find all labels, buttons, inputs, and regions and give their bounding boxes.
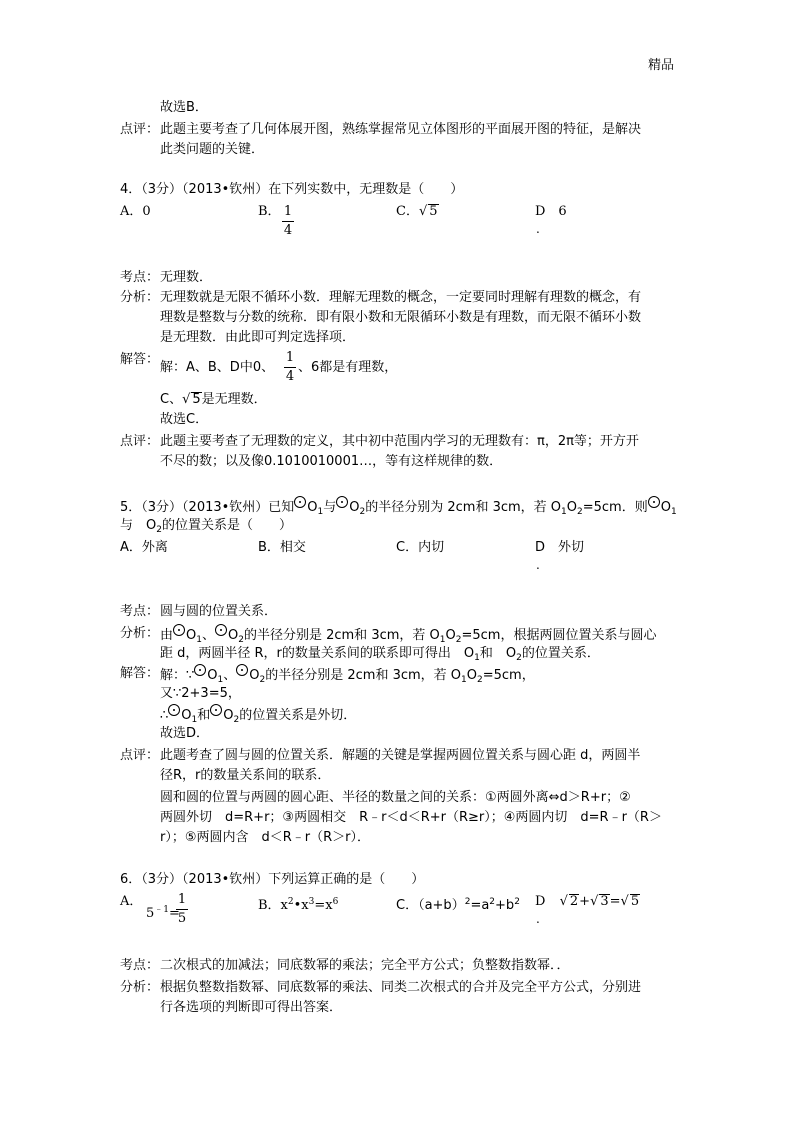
text: =a bbox=[470, 898, 490, 913]
q4-dianping-label: 点评： bbox=[120, 434, 160, 449]
text: +b bbox=[495, 898, 515, 913]
q6-option-c: C．$(a+b)^2=a^2+b^2$ bbox=[396, 897, 520, 913]
option-c-label: C． bbox=[396, 204, 419, 219]
q6-option-b: B．$x^2•x^3=x^6$ bbox=[258, 897, 339, 913]
sqrt-icon: √ bbox=[418, 204, 428, 219]
circle-dot-icon bbox=[236, 664, 248, 676]
page-mark: 精品 bbox=[648, 58, 675, 73]
equals: = bbox=[169, 906, 180, 921]
q5-dianping-line: 圆和圆的位置与两圆的圆心距、半径的数量之间的关系：①两圆外离⇔d＞R+r；② bbox=[160, 790, 631, 805]
text: 和 O bbox=[479, 646, 517, 661]
q4-option-b: B． bbox=[258, 204, 281, 219]
q5-option-c: C．内切 bbox=[396, 540, 445, 555]
text: =5cm，根据两圆位置关系与圆心 bbox=[461, 628, 657, 643]
text: 是无理数． bbox=[201, 392, 267, 407]
text: 与 O bbox=[120, 518, 157, 533]
q5-dianping-line: r）；⑤两圆内含 d＜R﹣r（R＞r）． bbox=[160, 830, 371, 845]
exponent: ﹣1 bbox=[154, 905, 170, 915]
circle-dot-icon bbox=[194, 664, 206, 676]
q5-jieda-line: 解：∵ $O_1$、 $O_2$的半径分别是 2cm和 3cm，若 $O_1O_2=5cm$， bbox=[160, 664, 535, 690]
circle-dot-icon bbox=[294, 496, 306, 508]
circle-dot-icon bbox=[336, 496, 348, 508]
q6-option-a bbox=[120, 892, 142, 912]
q4-option-a: A．0 bbox=[120, 204, 151, 219]
text: 和 bbox=[197, 708, 211, 723]
q4-jieda-fraction bbox=[284, 350, 296, 385]
q5-jieda-label: 解答： bbox=[120, 666, 160, 681]
radicand: 5 bbox=[630, 894, 640, 909]
circle-dot-icon bbox=[215, 624, 227, 636]
q4-jieda-line: 、6都是有理数， bbox=[298, 360, 398, 375]
text: 距 d，两圆半径 R，r的数量关系间的联系即可得出 O bbox=[160, 646, 475, 661]
q6-option-a-expr bbox=[146, 900, 180, 924]
q4-jieda-line: 故选C． bbox=[160, 412, 209, 427]
q6-option-a-fraction bbox=[176, 892, 188, 927]
q5-option-b: B．相交 bbox=[258, 540, 306, 555]
radicand: 5 bbox=[192, 392, 201, 407]
q4-jieda-label: 解答： bbox=[120, 352, 160, 367]
q5-dianping-line: 此题考查了圆与圆的位置关系．解题的关键是掌握两圆位置关系与圆心距 d，两圆半 bbox=[160, 748, 641, 763]
sqrt-icon: √ bbox=[182, 392, 191, 407]
q4-fenxi-line: 无理数就是无限不循环小数．理解无理数的概念，一定要同时理解有理数的概念，有 bbox=[160, 290, 642, 305]
text: 的半径分别为 2cm和 3cm，若 O bbox=[365, 500, 562, 515]
text: 5．（3分）（2013•钦州）已知 bbox=[120, 500, 295, 515]
denominator: 5 bbox=[177, 911, 187, 926]
text: 的半径分别是 2cm和 3cm，若 O bbox=[243, 628, 440, 643]
numerator: 1 bbox=[285, 350, 295, 365]
sqrt-icon: √ bbox=[559, 894, 568, 909]
q3-comment-label: 点评： bbox=[120, 122, 160, 137]
q4-kaodian: 无理数． bbox=[160, 270, 213, 285]
q4-option-c bbox=[396, 202, 439, 222]
circle-dot-icon bbox=[168, 704, 180, 716]
q4-jieda-line: 解：A、B、D中0、 bbox=[160, 360, 275, 375]
q4-dianping-line: 此题主要考查了无理数的定义，其中初中范围内学习的无理数有：π，2π等；开方开 bbox=[160, 434, 639, 449]
q6-stem: 6．（3分）（2013•钦州）下列运算正确的是（ ） bbox=[120, 872, 425, 887]
q4-fenxi-line: 是无理数．由此即可判定选择项． bbox=[160, 330, 356, 345]
q6-fenxi-line: 根据负整数指数幂、同底数幂的乘法、同类二次根式的合并及完全平方公式，分别进 bbox=[160, 980, 642, 995]
q4-fenxi-label: 分析： bbox=[120, 290, 160, 305]
punct-dot: . bbox=[536, 558, 540, 572]
circle-dot-icon bbox=[210, 704, 222, 716]
sqrt-icon: √ bbox=[620, 894, 629, 909]
radicand: 2 bbox=[569, 894, 579, 909]
radicand: 5 bbox=[429, 204, 438, 219]
q5-stem-line2: 与 $O_2$的位置关系是（ ） bbox=[120, 518, 292, 535]
q5-fenxi-label: 分析： bbox=[120, 626, 160, 641]
q4-dianping-line: 不尽的数；以及像0.1010010001…，等有这样规律的数． bbox=[160, 454, 503, 469]
numerator: 1 bbox=[283, 204, 293, 219]
text: C．（a+b） bbox=[396, 898, 465, 913]
text: =5cm， bbox=[482, 668, 535, 683]
text: B．x bbox=[258, 898, 288, 913]
option-a-label: A． bbox=[120, 894, 143, 909]
option-d-label: D bbox=[535, 894, 546, 909]
q6-option-d: D √ 2+√ 3=√ 5 bbox=[535, 894, 640, 909]
q5-option-a: A．外离 bbox=[120, 540, 168, 555]
q5-kaodian-label: 考点： bbox=[120, 604, 160, 619]
q6-fenxi-label: 分析： bbox=[120, 980, 160, 995]
q3-comment-line: 此题主要考查了几何体展开图，熟练掌握常见立体图形的平面展开图的特征，是解决 bbox=[160, 122, 642, 137]
text: 的位置关系是（ ） bbox=[161, 518, 292, 533]
q5-dianping-line: 径R，r的数量关系间的联系． bbox=[160, 768, 331, 783]
text: 由 bbox=[160, 628, 174, 643]
q5-kaodian: 圆与圆的位置关系． bbox=[160, 604, 278, 619]
text: 的位置关系是外切． bbox=[239, 708, 357, 723]
circle-dot-icon bbox=[173, 624, 185, 636]
text: 的半径分别是 2cm和 3cm，若 O bbox=[265, 668, 462, 683]
q5-stem: 5．（3分）（2013•钦州）已知 $O_1$与 $O_2$的半径分别为 2cm和 3cm，若 $O_1O_2=5cm$．则 $O_1$ bbox=[120, 496, 677, 522]
text: 与 bbox=[323, 500, 337, 515]
q4-jieda-line bbox=[160, 390, 267, 410]
q5-dianping-line: 两圆外切 d=R+r；③两圆相交 R﹣r＜d＜R+r（R≥r）；④两圆内切 d=R﹣r（R＞ bbox=[160, 810, 662, 825]
denominator: 4 bbox=[283, 223, 293, 238]
numerator: 1 bbox=[177, 892, 187, 907]
q5-option-d: D 外切 bbox=[535, 540, 585, 555]
punct-dot: . bbox=[536, 912, 540, 926]
q4-stem: 4．（3分）（2013•钦州）在下列实数中，无理数是（ ） bbox=[120, 182, 464, 197]
text: ∴ bbox=[160, 708, 169, 723]
q6-kaodian: 二次根式的加减法；同底数幂的乘法；完全平方公式；负整数指数幂．． bbox=[160, 958, 570, 973]
text: 的位置关系． bbox=[521, 646, 600, 661]
denominator: 4 bbox=[285, 369, 295, 384]
punct-dot: . bbox=[536, 222, 540, 236]
circle-dot-icon bbox=[648, 496, 660, 508]
q4-option-b-fraction bbox=[282, 204, 294, 239]
text: O bbox=[307, 500, 318, 515]
q5-jieda-line: 又∵2+3=5， bbox=[160, 686, 241, 701]
q5-fenxi-line: 由 $O_1$、 $O_2$的半径分别是 2cm和 3cm，若 $O_1O_2=5cm$，根据两圆位置关系与圆心 bbox=[160, 624, 656, 650]
q6-kaodian-label: 考点： bbox=[120, 958, 160, 973]
q5-fenxi-line: 距 d，两圆半径 R，r的数量关系间的联系即可得出 $O_1$和 $O_2$的位置关系． bbox=[160, 646, 600, 663]
q3-answer: 故选B． bbox=[160, 100, 208, 115]
q5-jieda-line: ∴ $O_1$和 $O_2$的位置关系是外切． bbox=[160, 704, 356, 730]
q3-comment-line: 此类问题的关键． bbox=[160, 142, 265, 157]
q4-option-d: D 6 bbox=[535, 204, 567, 219]
sqrt-icon: √ bbox=[590, 894, 599, 909]
radicand: 3 bbox=[600, 894, 609, 909]
q6-fenxi-line: 行各选项的判断即可得出答案． bbox=[160, 1000, 343, 1015]
q4-kaodian-label: 考点： bbox=[120, 270, 160, 285]
text: 解：∵ bbox=[160, 668, 195, 683]
text: C、 bbox=[160, 392, 183, 407]
q5-dianping-label: 点评： bbox=[120, 748, 160, 763]
q5-jieda-line: 故选D． bbox=[160, 726, 210, 741]
text: =5cm．则 bbox=[582, 500, 648, 515]
base: 5 bbox=[146, 906, 155, 921]
q4-fenxi-line: 理数是整数与分数的统称．即有限小数和无限循环小数是有理数，而无限不循环小数 bbox=[160, 310, 642, 325]
